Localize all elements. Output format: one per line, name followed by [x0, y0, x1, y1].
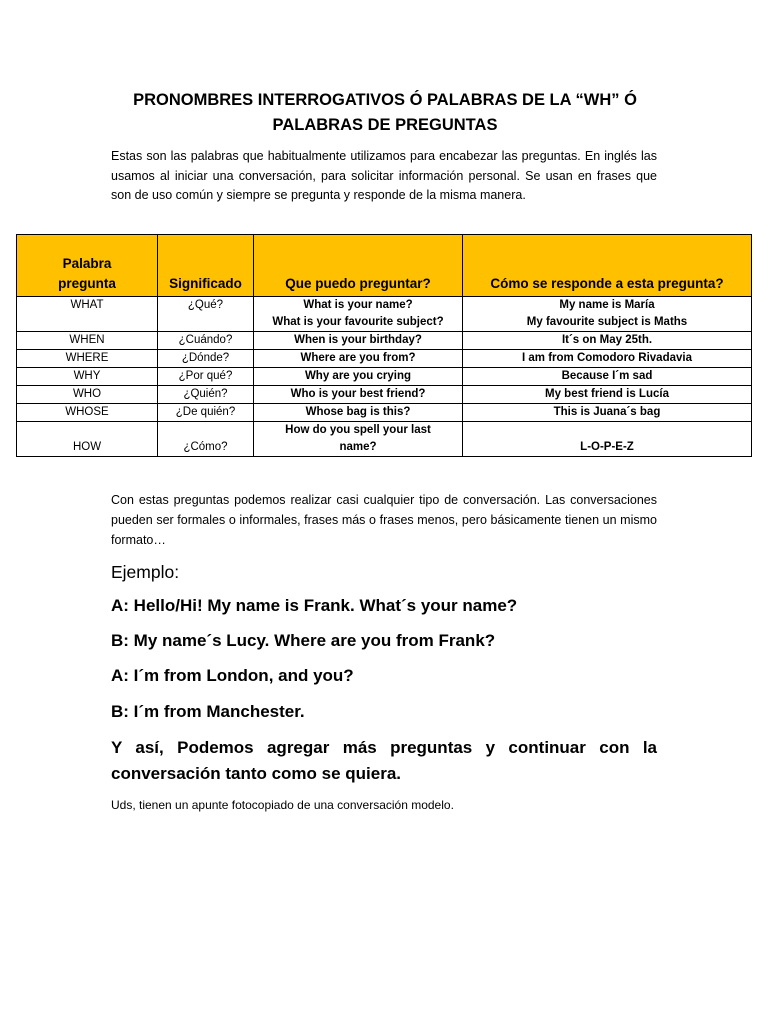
cell-meaning: ¿Qué? [158, 297, 254, 332]
dialog-line: B: My name´s Lucy. Where are you from Frank? [111, 631, 496, 650]
cell-answer [463, 297, 752, 332]
title-line-2: PALABRAS DE PREGUNTAS [272, 116, 498, 134]
cell-meaning: ¿De quién? [158, 404, 254, 422]
dialog-line: A: Hello/Hi! My name is Frank. What´s your name? [111, 596, 518, 615]
table-row [17, 332, 752, 350]
page-title [60, 88, 710, 138]
outro-paragraph: Con estas preguntas podemos realizar casi cualquier tipo de conversación. Las conversaciones pueden ser formales o informales, frases más o frases menos, pero básicamente tienen un mismo formato… [111, 493, 657, 547]
table-row [17, 386, 752, 404]
table-row [17, 368, 752, 386]
closing-paragraph: Y así, Podemos agregar más preguntas y continuar con la conversación tanto como se quiera. [111, 738, 657, 783]
table-row [17, 404, 752, 422]
title-line-1: PRONOMBRES INTERROGATIVOS Ó PALABRAS DE LA “WH” Ó [133, 91, 637, 109]
answer-line: My name is María [559, 299, 655, 311]
cell-word: WHY [17, 368, 158, 386]
header-word: Palabra pregunta [17, 235, 158, 297]
answer-line: My favourite subject is Maths [526, 316, 688, 328]
cell-answer: Because I´m sad [463, 368, 752, 386]
table-header-row [17, 235, 752, 297]
dialog-line: B: I´m from Manchester. [111, 702, 305, 721]
cell-meaning: ¿Cómo? [158, 422, 254, 457]
cell-meaning: ¿Por qué? [158, 368, 254, 386]
note-text: Uds, tienen un apunte fotocopiado de una conversación modelo. [111, 798, 454, 812]
question-line: What is your favourite subject? [272, 316, 444, 328]
header-answer: Cómo se responde a esta pregunta? [463, 235, 752, 297]
cell-word: WHAT [17, 297, 158, 332]
cell-question [254, 297, 463, 332]
question-line: How do you spell your last [285, 424, 431, 436]
cell-answer: L-O-P-E-Z [463, 422, 752, 457]
cell-question: Whose bag is this? [254, 404, 463, 422]
dialog-line: A: I´m from London, and you? [111, 666, 354, 685]
cell-answer: I am from Comodoro Rivadavia [463, 350, 752, 368]
cell-answer: It´s on May 25th. [463, 332, 752, 350]
cell-answer: This is Juana´s bag [463, 404, 752, 422]
cell-question: When is your birthday? [254, 332, 463, 350]
cell-word: WHOSE [17, 404, 158, 422]
cell-word: HOW [17, 422, 158, 457]
cell-question: Why are you crying [254, 368, 463, 386]
cell-question [254, 422, 463, 457]
table-row [17, 350, 752, 368]
question-line: name? [339, 441, 377, 453]
table-row [17, 297, 752, 332]
example-label: Ejemplo: [111, 562, 180, 582]
cell-meaning: ¿Dónde? [158, 350, 254, 368]
cell-question: Where are you from? [254, 350, 463, 368]
cell-answer: My best friend is Lucía [463, 386, 752, 404]
header-question: Que puedo preguntar? [254, 235, 463, 297]
cell-word: WHO [17, 386, 158, 404]
cell-word: WHEN [17, 332, 158, 350]
wh-words-table [16, 234, 752, 457]
intro-paragraph: Estas son las palabras que habitualmente utilizamos para encabezar las preguntas. En inglés las usamos al iniciar una conversación, para solicitar información personal. Se usan en frases que son de uso común y siempre se pregunta y responde de la misma manera. [111, 149, 657, 202]
cell-meaning: ¿Cuándo? [158, 332, 254, 350]
question-line: What is your name? [303, 299, 413, 311]
cell-word: WHERE [17, 350, 158, 368]
cell-meaning: ¿Quién? [158, 386, 254, 404]
header-meaning: Significado [158, 235, 254, 297]
table-row [17, 422, 752, 457]
cell-question: Who is your best friend? [254, 386, 463, 404]
